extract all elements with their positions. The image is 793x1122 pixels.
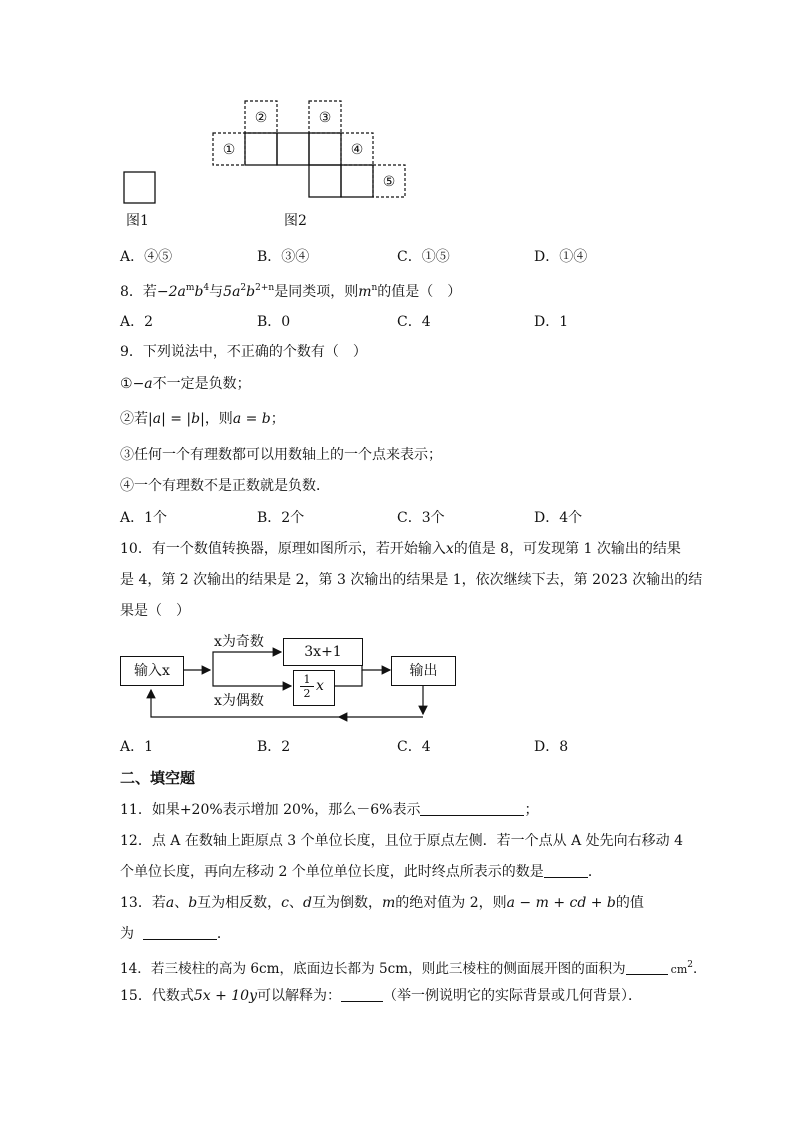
q10-option-b[interactable]: B．2 — [257, 739, 291, 755]
q7-option-c[interactable]: C．①⑤ — [397, 249, 450, 265]
dashed-label-5: ⑤ — [382, 174, 396, 190]
q8-term1: −2a — [156, 284, 186, 300]
q8-number: 8．若 — [120, 284, 157, 300]
q9-option-d[interactable]: D．4个 — [534, 510, 583, 526]
q13-var-a: a — [165, 895, 175, 911]
q7-option-b[interactable]: B．③④ — [257, 249, 310, 265]
q7-option-d[interactable]: D．①④ — [534, 249, 588, 265]
q9-s2-math: |a| = |b| — [148, 411, 205, 427]
q9-option-b[interactable]: B．2个 — [257, 510, 305, 526]
q14-text: 14．若三棱柱的高为 6cm，底面边长都为 5cm，则此三棱柱的侧面展开图的面积为 — [120, 961, 626, 977]
q10-option-d[interactable]: D．8 — [534, 739, 569, 755]
cube-net-figure — [118, 98, 418, 208]
q13-sep: 、 — [174, 895, 189, 911]
q12-line2-text: 个单位长度，再向左移动 2 个单位单位长度，此时终点所表示的数是 — [120, 864, 544, 880]
q11-end: ； — [524, 802, 539, 818]
flow-even-denominator: 2 — [303, 687, 311, 700]
q13-var-d: d — [303, 895, 312, 911]
q13-mid1: 互为相反数， — [197, 895, 282, 911]
q13-var-m: m — [381, 895, 396, 911]
q8-term2: 5a — [223, 284, 241, 300]
q7-option-a[interactable]: A．④⑤ — [120, 249, 173, 265]
q13-mid4: 的值 — [615, 895, 644, 911]
fig1-label: 图1 — [126, 213, 149, 229]
flow-odd-op-box — [283, 638, 363, 666]
q14-unit: cm — [670, 963, 688, 976]
q8-term2-exp1: 2 — [240, 283, 247, 293]
q12-end: ． — [587, 864, 602, 880]
q10-line1-b: 的值是 8，可发现第 1 次输出的结果 — [453, 541, 681, 557]
q15 — [120, 986, 642, 1006]
flow-odd-op: 3x+1 — [304, 644, 342, 660]
q13-line1 — [120, 893, 644, 913]
q15-c: （举一例说明它的实际背景或几何背景）． — [383, 988, 642, 1004]
q8-connector: 与 — [209, 284, 224, 300]
q13-mid2: 互为倒数， — [311, 895, 382, 911]
q10-line1-a: 10．有一个数值转换器，原理如图所示，若开始输入 — [120, 541, 446, 557]
q10-line2: 是 4，第 2 次输出的结果是 2，第 3 次输出的结果是 1，依次继续下去，第 2023 次输出的结 — [120, 572, 703, 588]
q8-option-c[interactable]: C．4 — [397, 314, 431, 330]
q8-stem — [120, 278, 461, 302]
q9-s1-math: −a — [132, 376, 153, 392]
q9-option-a[interactable]: A．1个 — [120, 510, 168, 526]
q10-option-c[interactable]: C．4 — [397, 739, 431, 755]
q13-sep2: 、 — [289, 895, 303, 911]
flow-output-label: 输出 — [409, 663, 438, 679]
q10-line3: 果是（ ） — [120, 603, 190, 619]
q14-end: ． — [692, 961, 707, 977]
q9-statement-4: ④一个有理数不是正数就是负数． — [120, 478, 330, 494]
q13-line2 — [120, 924, 231, 944]
section-fill-in-title: 二、填空题 — [120, 769, 196, 787]
dashed-label-3: ③ — [318, 110, 332, 126]
q9-statement-3: ③任何一个有理数都可以用数轴上的一个点来表示； — [120, 447, 442, 463]
q15-expr: 5x + 10y — [193, 988, 257, 1004]
q14-answer-blank[interactable] — [626, 960, 668, 975]
q8-option-a[interactable]: A．2 — [120, 314, 154, 330]
flow-odd-label: x为奇数 — [214, 634, 264, 650]
q13-mid3: 的绝对值为 2，则 — [395, 895, 507, 911]
q13-end: ． — [216, 926, 231, 942]
q15-a: 15．代数式 — [120, 988, 194, 1004]
fig2-label: 图2 — [284, 213, 307, 229]
q13-var-c: c — [281, 895, 289, 911]
q11-answer-blank[interactable] — [420, 801, 524, 816]
flow-even-label: x为偶数 — [214, 693, 264, 709]
q9-statement-1 — [120, 374, 251, 394]
q8-term1-mid: b — [194, 284, 204, 300]
fig1-square — [124, 172, 155, 203]
q13-expr: a − m + cd + b — [506, 895, 616, 911]
q10-line1-x: x — [445, 541, 454, 557]
q8-tail2: 的值是（ ） — [377, 284, 462, 300]
q9-s2-mid: ，则 — [204, 411, 233, 427]
flow-input-box — [120, 656, 184, 686]
q8-result: m — [358, 284, 372, 300]
q10-option-a[interactable]: A．1 — [120, 739, 154, 755]
q12-answer-blank[interactable] — [544, 863, 588, 878]
q10-line1 — [120, 539, 681, 559]
q8-result-exp: n — [371, 283, 378, 293]
flow-input-label: 输入x — [134, 663, 170, 679]
q15-answer-blank[interactable] — [341, 987, 383, 1002]
q11 — [120, 800, 538, 820]
q8-tail1: 是同类项，则 — [274, 284, 359, 300]
q12-line2 — [120, 862, 602, 882]
q13-answer-blank[interactable] — [143, 925, 217, 940]
q9-statement-2 — [120, 409, 285, 429]
q8-term1-exp1: m — [185, 283, 195, 293]
q9-s2-prefix: ②若 — [120, 411, 148, 427]
q9-stem: 9．下列说法中，不正确的个数有（ ） — [120, 344, 367, 360]
q8-term1-exp2: 4 — [203, 283, 210, 293]
q9-s2-math2: a = b — [232, 411, 271, 427]
flow-even-var: x — [316, 678, 324, 694]
dashed-label-1: ① — [222, 142, 236, 158]
q9-s1-text: 不一定是负数； — [152, 376, 251, 392]
q14-unit-exp: 2 — [687, 960, 693, 970]
q13-var-b: b — [188, 895, 198, 911]
q9-option-c[interactable]: C．3个 — [397, 510, 445, 526]
q13-a: 13．若 — [120, 895, 166, 911]
dashed-label-2: ② — [254, 110, 268, 126]
q8-option-d[interactable]: D．1 — [534, 314, 569, 330]
q9-s1-prefix: ① — [120, 376, 133, 392]
flow-even-numerator: 1 — [300, 673, 314, 687]
q13-line2-text: 为 — [120, 926, 134, 942]
q8-option-b[interactable]: B．0 — [257, 314, 291, 330]
q14 — [120, 955, 707, 980]
flow-even-op-box — [293, 670, 335, 706]
q8-term2-exp2: 2+n — [255, 283, 275, 293]
q9-s2-end: ； — [270, 411, 285, 427]
q8-term2-mid: b — [246, 284, 256, 300]
q11-text: 11．如果+20%表示增加 20%，那么－6%表示 — [120, 802, 421, 818]
q12-line1: 12．点 A 在数轴上距原点 3 个单位长度，且位于原点左侧．若一个点从 A 处先向右移动 4 — [120, 833, 683, 849]
q15-b: 可以解释为： — [257, 988, 341, 1004]
dashed-label-4: ④ — [350, 142, 364, 158]
flow-output-box — [391, 656, 456, 686]
